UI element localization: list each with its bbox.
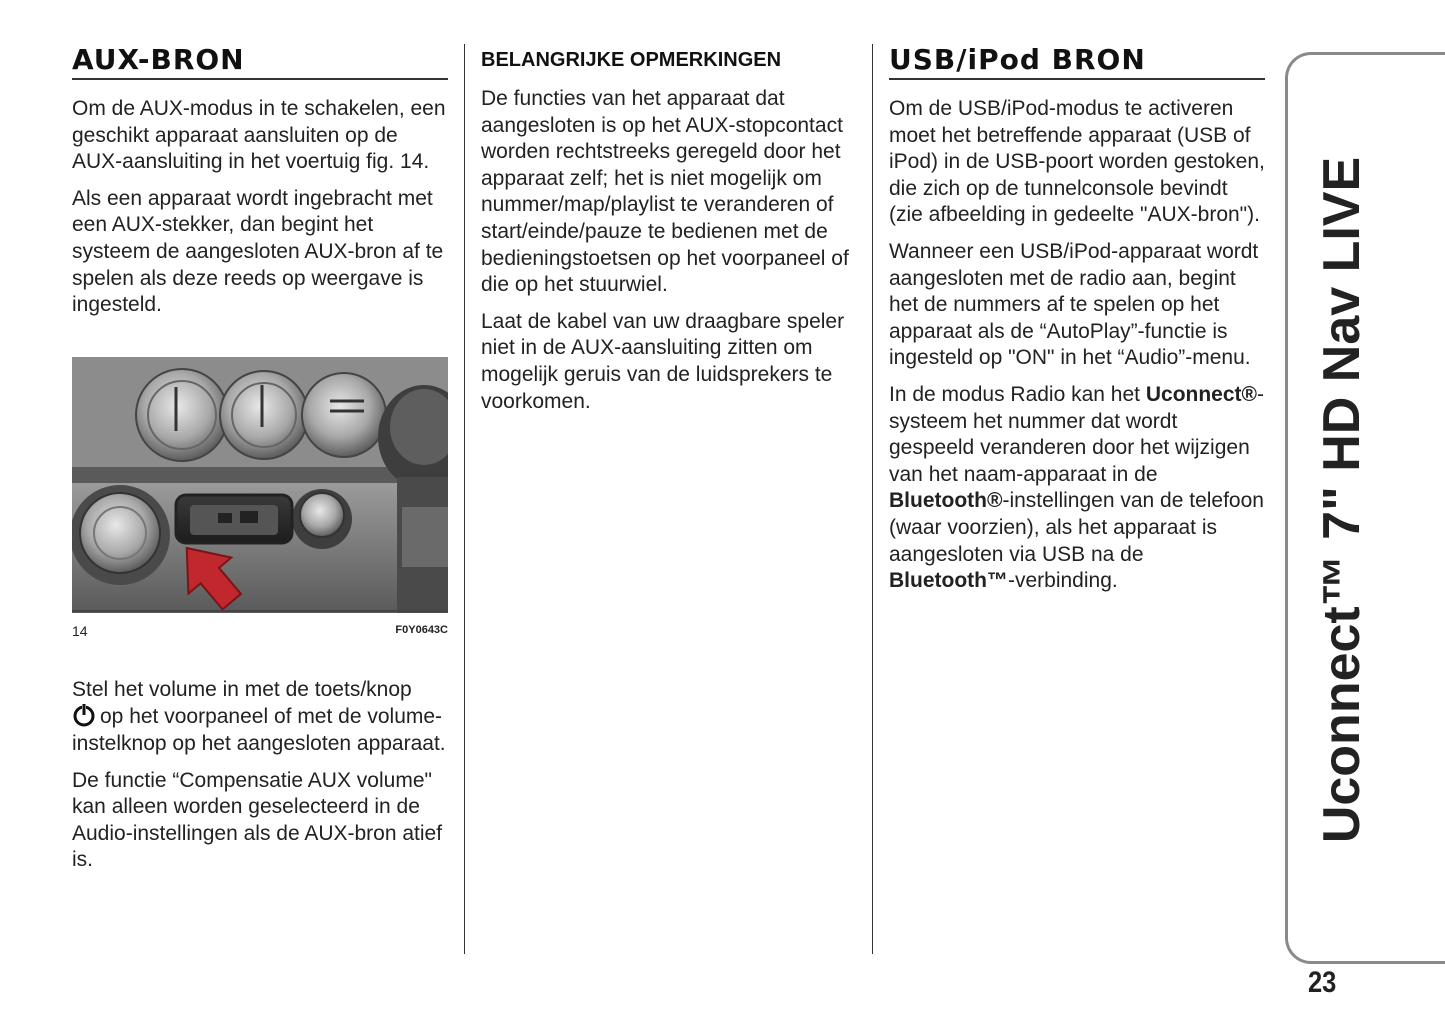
paragraph: Wanneer een USB/iPod-apparaat wordt aangesloten met de radio aan, begint het de nummers af te spelen op het apparaat als de “AutoPlay”-functie is ingesteld op "ON" in het “Audio”-menu.: [889, 239, 1259, 370]
text-run: In de modus Radio kan het: [889, 382, 1146, 406]
column-important-notes: [481, 44, 853, 415]
paragraph: Om de USB/iPod-modus te activeren moet het betreffende apparaat (USB of iPod) in de USB-poort worden gestoken, die zich op de tunnelconsole bevindt (zie afbeelding in gedeelte "AUX-bron").: [889, 97, 1265, 227]
column-divider-2: [872, 44, 873, 954]
paragraph: Als een apparaat wordt ingebracht met een AUX-stekker, dan begint het systeem de aangesloten AUX-bron af te spelen als deze reeds op weergave is ingesteld.: [72, 186, 444, 317]
chapter-tab-title: [1312, 156, 1372, 844]
page-number: 23: [1308, 966, 1337, 999]
paragraph-volume: [72, 677, 448, 758]
figure-number: 14: [72, 622, 88, 639]
column-divider-1: [464, 44, 465, 954]
paragraph-uconnect: [889, 382, 1265, 595]
figure-code: F0Y0643C: [395, 623, 448, 636]
bold-term-bluetooth: Bluetooth®: [889, 489, 1003, 513]
paragraph-volume-lead: Stel het volume in met de toets/knop: [72, 677, 412, 701]
section-heading-notes: BELANGRIJKE OPMERKINGEN: [481, 49, 782, 71]
section-heading-aux: AUX-BRON: [72, 44, 448, 80]
aux-port-illustration: [72, 357, 448, 613]
paragraph: De functie “Compensatie AUX volume" kan alleen worden geselecteerd in de Audio-instellingen als de AUX-bron atief is.: [72, 768, 443, 872]
paragraph: Om de AUX-modus in te schakelen, een geschikt apparaat aansluiten op de AUX-aansluiting in het voertuig fig. 14.: [72, 97, 446, 174]
paragraph-volume-rest: op het voorpaneel of met de volume-instelknop op het aangesloten apparaat.: [72, 705, 446, 755]
text-run: -instellingen van de telefoon (waar voorzien), als het apparaat is aangesloten via USB na de: [889, 489, 1264, 566]
text-run: -systeem het nummer dat wordt gespeeld veranderen door het wijzigen van het naam-apparaat in de: [889, 382, 1264, 486]
column-aux-source: [72, 44, 448, 874]
text-run: -verbinding.: [1007, 569, 1118, 593]
paragraph: Laat de kabel van uw draagbare speler niet in de AUX-aansluiting zitten om mogelijk geruis van de luidsprekers te voorkomen.: [481, 309, 845, 413]
bold-term-uconnect: Uconnect®: [1145, 382, 1257, 406]
power-icon: [72, 703, 96, 727]
chapter-tab-title-text: Uconnect™ 7" HD Nav LIVE: [1313, 156, 1371, 844]
paragraph: De functies van het apparaat dat aangesloten is op het AUX-stopcontact worden rechtstreeks geregeld door het apparaat zelf; het is niet mogelijk om nummer/map/playlist te veranderen of start/einde/pauze te bedienen met de bedieningstoetsen op het voorpaneel of die op het stuurwiel.: [481, 87, 849, 297]
figure-caption: [72, 623, 448, 643]
bold-term-bluetooth-tm: Bluetooth™: [889, 569, 1008, 593]
column-usb-ipod-source: [889, 44, 1265, 595]
section-heading-usb: USB/iPod BRON: [889, 44, 1265, 80]
figure-aux-port-photo: [72, 357, 448, 613]
